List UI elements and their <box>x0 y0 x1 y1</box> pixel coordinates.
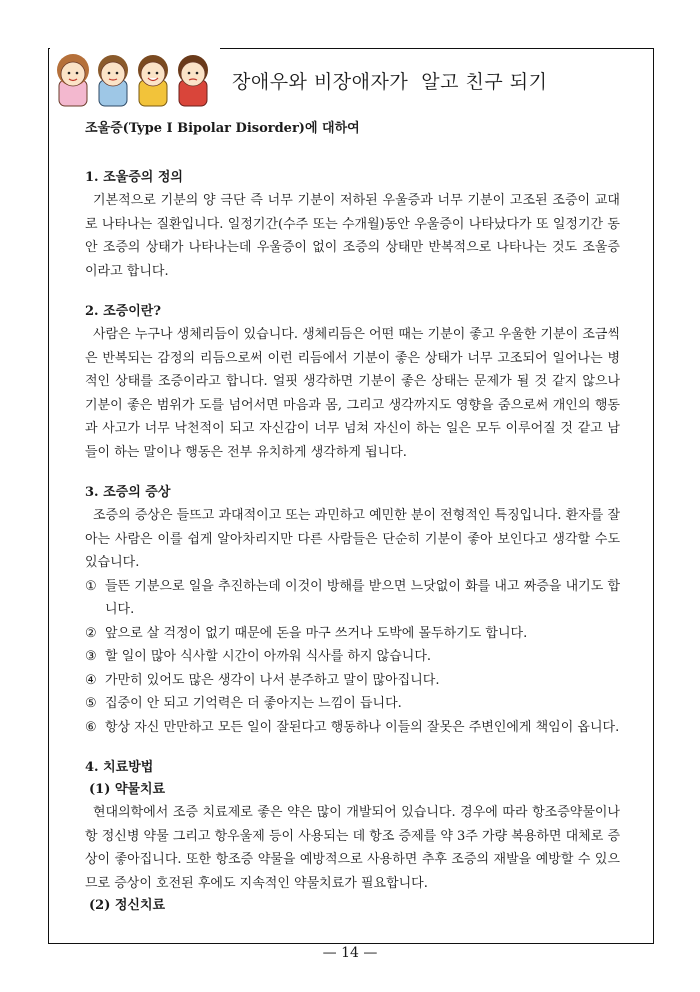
child-2 <box>98 55 128 106</box>
children-illustration <box>50 46 220 108</box>
subsection-heading: (2) 정신치료 <box>89 898 166 913</box>
list-item <box>85 575 620 622</box>
paragraph: 사람은 누구나 생체리듬이 있습니다. 생체리듬은 어떤 때는 기분이 좋고 우울한 기분이 조금씩은 반복되는 감정의 리듬으로써 이런 리듬에서 기분이 좋은 상태가 너무 고조되어 일어나는 병적인 상태를 조증이라고 합니다. 얼핏 생각하면 기분이 좋은 상태는 문제가 될 것 같지 않으나 기분이 좋은 범위가 도를 넘어서면 마음과 몸, 그리고 생각까지도 영향을 줌으로써 개인의 행동과 사고가 너무 낙천적이 되고 자신감이 너무 넘쳐 자신이 하는 일은 모두 이루어질 것 같고 남들이 하는 말이나 행동은 전부 유치하게 생각하게 됩니다. <box>85 327 620 460</box>
list-item <box>85 692 620 716</box>
list-text: 들뜬 기분으로 일을 추진하는데 이것이 방해를 받으면 느닷없이 화를 내고 짜증을 내기도 합니다. <box>105 578 620 617</box>
section-heading: 2. 조증이란? <box>85 304 161 319</box>
page-number: — 14 — <box>322 945 378 961</box>
list-text: 항상 자신 만만하고 모든 일이 잘된다고 행동하나 이들의 잘못은 주변인에게 책임이 옵니다. <box>105 719 620 735</box>
list-number: ② <box>85 625 97 641</box>
paragraph: 현대의학에서 조증 치료제로 좋은 약은 많이 개발되어 있습니다. 경우에 따라 항조증약물이나 항 정신병 약물 그리고 항우울제 등이 사용되는 데 항조 증제를 약 3주 가량 복용하면 대체로 증상이 좋아집니다. 또한 항조증 약물을 예방적으로 사용하면 추후 조증의 재발을 예방할 수 있으므로 증상이 호전된 후에도 지속적인 약물치료가 필요합니다. <box>85 805 620 891</box>
list-number: ① <box>85 578 97 594</box>
section-heading: 3. 조증의 증상 <box>85 485 171 500</box>
list-text: 할 일이 많아 식사할 시간이 아까워 식사를 하지 않습니다. <box>105 649 432 664</box>
document-subtitle: 조울증(Type I Bipolar Disorder)에 대하여 <box>85 121 360 136</box>
list-text: 집중이 안 되고 기억력은 더 좋아지는 느낌이 듭니다. <box>105 696 402 711</box>
list-number: ⑥ <box>85 719 97 735</box>
list-item <box>85 716 620 740</box>
list-number: ⑤ <box>85 696 97 711</box>
section-heading: 4. 치료방법 <box>85 760 154 775</box>
list-item <box>85 645 620 669</box>
child-4 <box>178 55 208 106</box>
list-number: ③ <box>85 649 97 664</box>
list-item <box>85 669 620 693</box>
section-heading: 1. 조울증의 정의 <box>85 170 183 185</box>
list-number: ④ <box>85 672 97 688</box>
list-text: 앞으로 살 걱정이 없기 때문에 돈을 마구 쓰거나 도박에 몰두하기도 합니다. <box>105 625 528 641</box>
list-item <box>85 622 620 646</box>
child-3 <box>138 55 168 106</box>
subsection-heading: (1) 약물치료 <box>89 782 166 797</box>
list-text: 가만히 있어도 많은 생각이 나서 분주하고 말이 많아집니다. <box>105 672 440 688</box>
paragraph: 조증의 증상은 들뜨고 과대적이고 또는 과민하고 예민한 분이 전형적인 특징입니다. 환자를 잘 아는 사람은 이를 쉽게 알아차리지만 다른 사람들은 단순히 기분이 좋아 보인다고 생각할 수도 있습니다. <box>85 508 620 570</box>
paragraph: 기본적으로 기분의 양 극단 즉 너무 기분이 저하된 우울증과 너무 기분이 고조된 조증이 교대로 나타나는 질환입니다. 일정기간(수주 또는 수개월)동안 우울증이 나타났다가 또 일정기간 동안 조증의 상태가 나타나는데 우울증이 없이 조증의 상태만 반복적으로 나타나는 것도 조울증이라고 합니다. <box>85 193 620 279</box>
document-body <box>85 117 620 917</box>
page-title: 장애우와 비장애자가 알고 친구 되기 <box>228 67 552 94</box>
child-1 <box>57 54 89 106</box>
